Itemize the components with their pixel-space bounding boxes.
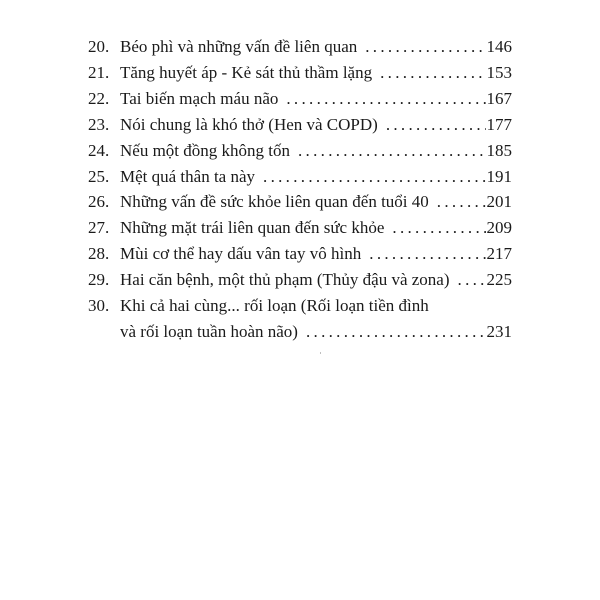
toc-entry <box>88 112 512 138</box>
entry-number: 29. <box>88 270 110 290</box>
toc-entry <box>88 189 512 215</box>
page-number: 146 <box>486 37 512 56</box>
table-of-contents <box>88 34 512 345</box>
entry-body <box>120 189 512 215</box>
page-number: 167 <box>486 88 512 108</box>
toc-entry <box>88 293 512 345</box>
entry-title: Những vấn đề sức khỏe liên quan đến tuổi 40 <box>120 192 429 212</box>
entry-title: Tai biến mạch máu não <box>120 88 279 108</box>
entry-body <box>120 267 512 293</box>
entry-title: Nếu một đồng không tốn <box>120 140 290 160</box>
page-speck <box>320 352 321 354</box>
entry-number: 21. <box>88 62 110 82</box>
toc-entry <box>88 86 512 112</box>
entry-number: 28. <box>88 244 110 264</box>
entry-title: Béo phì và những vấn đề liên quan <box>120 37 358 56</box>
dot-leader <box>372 60 486 86</box>
entry-title: Nói chung là khó thở (Hen và COPD) <box>120 114 378 134</box>
dot-leader <box>378 112 486 138</box>
page-number: 185 <box>486 140 512 160</box>
entry-line <box>120 267 512 293</box>
entry-title: Mùi cơ thể hay dấu vân tay vô hình <box>120 244 362 264</box>
dot-leader <box>429 189 486 215</box>
entry-number: 27. <box>88 218 110 238</box>
entry-line <box>120 112 512 138</box>
page-number: 153 <box>486 62 512 82</box>
entry-title: Mệt quá thân ta này <box>120 166 256 186</box>
dot-leader <box>384 215 486 241</box>
entry-line <box>120 164 512 190</box>
dot-leader <box>361 241 486 267</box>
dot-leader <box>357 34 486 60</box>
entry-line <box>120 319 512 345</box>
entry-line <box>120 34 512 60</box>
entry-line <box>120 86 512 112</box>
toc-entry <box>88 34 512 60</box>
entry-body <box>120 60 512 86</box>
entry-body <box>120 34 512 60</box>
dot-leader <box>278 86 486 112</box>
page-number: 231 <box>486 321 512 341</box>
page-number: 225 <box>486 270 512 290</box>
entry-body <box>120 215 512 241</box>
dot-leader <box>298 319 486 345</box>
entry-number: 26. <box>88 192 110 212</box>
entry-number: 23. <box>88 114 110 134</box>
entry-title: Những mặt trái liên quan đến sức khỏe <box>120 218 385 238</box>
entry-number: 24. <box>88 140 110 160</box>
entry-number: 20. <box>88 37 110 56</box>
entry-body <box>120 293 512 345</box>
entry-title: Tăng huyết áp - Kẻ sát thủ thầm lặng <box>120 62 373 82</box>
dot-leader <box>450 267 486 293</box>
page-number: 201 <box>486 192 512 212</box>
entry-number: 30. <box>88 296 110 316</box>
entry-line <box>120 241 512 267</box>
entry-title: Khi cả hai cùng... rối loạn (Rối loạn tiền đình <box>120 296 429 316</box>
entry-number: 25. <box>88 166 110 186</box>
entry-number: 22. <box>88 88 110 108</box>
dot-leader <box>290 138 486 164</box>
page-number: 209 <box>486 218 512 238</box>
entry-body <box>120 241 512 267</box>
entry-body <box>120 138 512 164</box>
toc-entry <box>88 164 512 190</box>
toc-entry <box>88 241 512 267</box>
toc-entry <box>88 215 512 241</box>
page-number: 191 <box>486 166 512 186</box>
entry-line <box>120 215 512 241</box>
dot-leader <box>255 164 486 190</box>
entry-line <box>120 189 512 215</box>
entry-body <box>120 112 512 138</box>
page-number: 177 <box>486 114 512 134</box>
entry-title-continued: và rối loạn tuần hoàn não) <box>120 321 298 341</box>
entry-title: Hai căn bệnh, một thủ phạm (Thủy đậu và zona) <box>120 270 450 290</box>
toc-entry <box>88 138 512 164</box>
entry-body <box>120 164 512 190</box>
toc-entry <box>88 267 512 293</box>
entry-line <box>120 60 512 86</box>
toc-entry <box>88 60 512 86</box>
entry-body <box>120 86 512 112</box>
entry-title-first-line <box>120 293 512 319</box>
entry-line <box>120 138 512 164</box>
page-number: 217 <box>486 244 512 264</box>
